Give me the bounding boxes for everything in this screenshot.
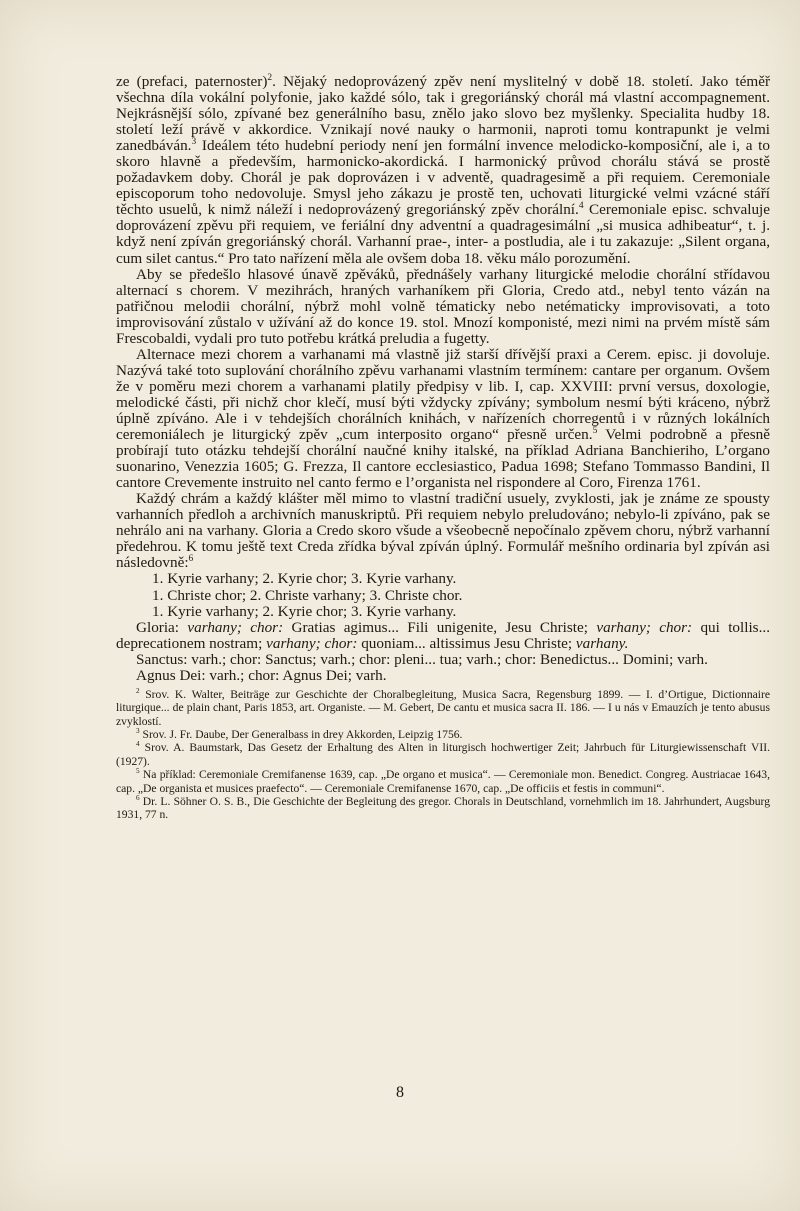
paragraph-text: ze (prefaci, paternoster) <box>116 73 268 90</box>
footnote-text: Srov. J. Fr. Daube, Der Generalbass in drey Akkorden, Leipzig 1756. <box>142 728 463 741</box>
alternation-note: varhany; chor: <box>266 634 358 652</box>
footnote-text: Na příklad: Ceremoniale Cremifanense 1639, cap. „De organo et musica“. — Ceremoniale mon. Benedict. Congreg. Austriacae 1643, cap. „De organista et musices praefecto“. — Ceremoniale Cremifanense 1670, cap. „De officiis et festis in communi“. <box>116 768 770 795</box>
footnote-text: Srov. A. Baumstark, Das Gesetz der Erhaltung des Alten in liturgisch hochwertiger Zeit; Jahrbuch für Liturgiewissenschaft VII. (1927). <box>116 741 770 768</box>
page-number: 8 <box>396 1084 404 1101</box>
footnote-ref: 3 <box>191 137 197 148</box>
paragraph-4 <box>116 491 770 571</box>
footnote-ref: 6 <box>188 554 194 565</box>
paragraph-text: Ideálem této hudební periody není jen formální invence melodicko-komposiční, ale i, a to skoro hlavně a především, harmonicko-akordická. I harmonický průvod chorálu stává se prostě požadavkem doby. Chorál je pak doprovázen i v adventě, quadragesimě a při requiem. Ceremoniale episcoporum toho nedovoluje. Smysl jeho zákazu je prostě ten, uchovati liturgické velmi vzácné stáří těchto usuelů, k nimž náleží i nedoprovázený gregoriánský zpěv chorální. <box>116 137 770 219</box>
agnus-formula: Agnus Dei: varh.; chor: Agnus Dei; varh. <box>136 666 387 684</box>
paragraph-text: Ceremoniale episc. schvaluje doprovázení zpěvu při requiem, ve feriální dny adventní a quadragesimální „si musica adhibeatur“, t. j. když není zpíván gregoriánský chorál. Varhanní prae-, inter- a postludia, ale i tu zakazuje: „Silent organa, cum silet cantus.“ Pro tato nařízení měla ale ovšem doba 18. věku málo porozumění. <box>116 201 770 267</box>
page-body <box>116 74 770 822</box>
footnote-number: 6 <box>136 794 140 803</box>
footnote-3 <box>116 728 770 741</box>
footnote-number: 4 <box>136 740 140 749</box>
footnote-number: 5 <box>136 767 140 776</box>
footnote-6 <box>116 795 770 822</box>
footnotes <box>116 688 770 822</box>
chant-text: qui tollis... deprecationem nostram; <box>116 618 770 652</box>
footnote-text: Srov. K. Walter, Beiträge zur Geschichte der Choralbegleitung, Musica Sacra, Regensburg 1899. — I. d’Ortigue, Dictionnaire liturgique... de plain chant, Paris 1853, art. Organiste. — M. Gebert, De cantu et musica sacra II. 186. — I u nás v Emauzích je tento abusus zvyklostí. <box>116 687 770 728</box>
alternation-note: varhany; chor: <box>187 618 284 636</box>
paragraph-text: Alternace mezi chorem a varhanami má vlastně již starší dřívější praxi a Cerem. episc. ji dovoluje. Nazývá také toto suplování chorálního zpěvu varhanami vlastním termínem: cantare per organum. Ovšem že v poměru mezi chorem a varhanami platily předpisy v lib. I, cap. XXVIII: první versus, doxologie, melodické části, při nichž chor klečí, musí býti vždycky zpívány; symbolum nesmí býti kráceno, nýbrž úplně zpíváno. Ale i v tehdejších chorálních knihách, v nařízeních chorregentů i v různých lokálních ceremoniálech je liturgický zpěv „cum interposito organo“ přesně určen. <box>116 345 770 444</box>
footnote-number: 3 <box>136 727 140 736</box>
paragraph-3 <box>116 347 770 491</box>
footnote-ref: 2 <box>267 72 273 83</box>
footnote-text: Dr. L. Söhner O. S. B., Die Geschichte der Begleitung des gregor. Chorals in Deutschland, vornehmlich im 18. Jahrhundert, Augsburg 1931, 77 n. <box>116 795 770 822</box>
kyrie-formula <box>116 571 770 619</box>
chant-text: quoniam... altissimus Jesu Christe; <box>357 634 576 652</box>
footnote-2 <box>116 688 770 728</box>
paragraph-1 <box>116 74 770 267</box>
gloria-formula <box>116 620 770 652</box>
footnote-ref: 5 <box>592 425 598 436</box>
footnote-ref: 4 <box>578 201 584 212</box>
sanctus-formula: Sanctus: varh.; chor: Sanctus; varh.; chor: pleni... tua; varh.; chor: Benedictus... Domini; varh. <box>136 650 708 668</box>
paragraph-2: Aby se předešlo hlasové únavě zpěváků, přednášely varhany liturgické melodie chorální střídavou alternací s chorem. V mezihrách, hraných varhaníkem při Gloria, Credo atd., nebyl tento vázán na patřičnou melodii chorální, nýbrž mohl volně tématicky nebo netématicky improvisovati, a toto improvisování zůstalo v užívání až do konce 19. stol. Mnozí komponisté, mezi nimi na prvém místě sám Frescobaldi, vydali pro tuto potřebu krátká preludia a fugetty. <box>116 265 770 347</box>
kyrie-line: 1. Kyrie varhany; 2. Kyrie chor; 3. Kyrie varhany. <box>152 602 457 620</box>
footnote-4 <box>116 741 770 768</box>
alternation-note: varhany; chor: <box>596 618 693 636</box>
alternation-note: varhany. <box>575 634 629 652</box>
footnote-5 <box>116 768 770 795</box>
paragraph-text: . Nějaký nedoprovázený zpěv není myslitelný v době 18. století. Jako téměř všechna díla vokální polyfonie, jako každé sólo, tak i gregoriánský chorál má vlastní accompagnement. Nejkrásnější sólo, zpívané bez generálního basu, znělo jako slovo bez myšlenky. Specialita hudby 18. století leží právě v akkordice. Vznikají nové nauky o harmonii, naproti tomu kontrapunkt je velmi zanedbáván. <box>116 73 770 155</box>
kyrie-line: 1. Kyrie varhany; 2. Kyrie chor; 3. Kyrie varhany. <box>152 570 457 588</box>
paragraph-text: Velmi podrobně a přesně probírají tuto otázku tehdejší chorální naučné knihy italské, na příklad Adriana Banchieriho, L’organo suonarino, Venezzia 1605; G. Frezza, Il cantore ecclesiastico, Padua 1698; Stefano Tommasso Bandini, Il cantore Crevemente instruito nel canto fermo e l’organista nel rispondere al Coro, Firenza 1761. <box>116 426 770 492</box>
gloria-label: Gloria: <box>136 618 188 636</box>
chant-text: Gratias agimus... Fili unigenite, Jesu Christe; <box>283 618 597 636</box>
paragraph-text: Každý chrám a každý klášter měl mimo to vlastní tradiční usuely, zvyklosti, jak je známe ze spousty varhanních předloh a archivních manuskriptů. Při requiem nebylo preludováno; nebylo-li zpíváno, pak se nehrálo ani na varhany. Gloria a Credo skoro všude a všeobecně nepočínalo zpěvem choru, nýbrž varhanní předehrou. K tomu ještě text Creda zřídka býval zpíván úplný. Formulář mešního ordinaria byl zpíván asi následovně: <box>116 490 770 572</box>
footnote-number: 2 <box>136 686 140 695</box>
christe-line: 1. Christe chor; 2. Christe varhany; 3. Christe chor. <box>152 586 463 604</box>
